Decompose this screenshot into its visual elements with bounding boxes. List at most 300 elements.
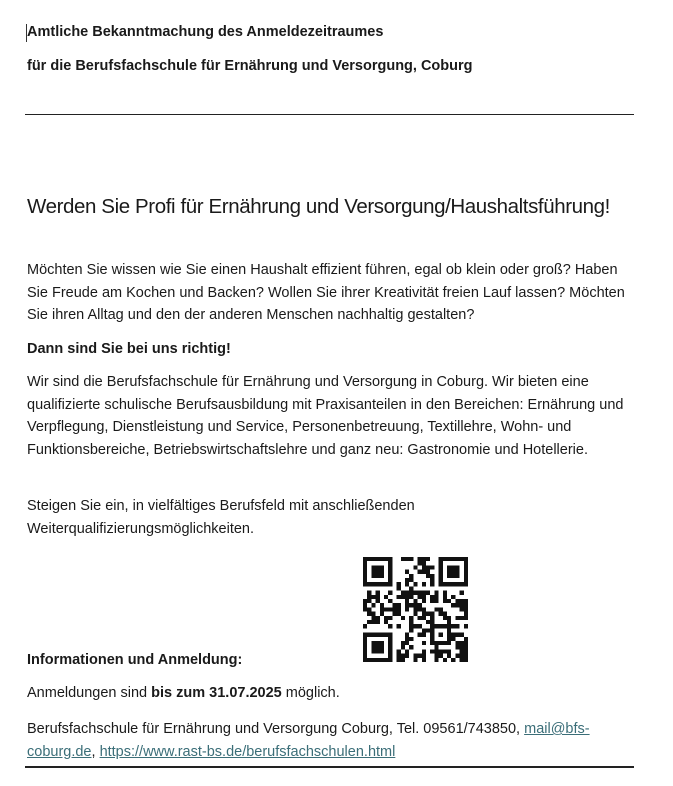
qr-module — [397, 624, 401, 628]
qr-module — [422, 633, 426, 637]
qr-module — [413, 591, 417, 595]
qr-module — [376, 633, 380, 637]
qr-module — [464, 570, 468, 574]
qr-module — [434, 624, 438, 628]
qr-module — [401, 658, 405, 662]
qr-module — [439, 649, 443, 653]
deadline-prefix: Anmeldungen sind — [27, 685, 152, 701]
qr-module — [460, 607, 464, 611]
qr-module — [464, 603, 468, 607]
qr-module — [455, 570, 459, 574]
qr-module — [430, 616, 434, 620]
qr-module — [388, 624, 392, 628]
qr-module — [376, 570, 380, 574]
qr-module — [422, 628, 426, 632]
qr-module — [376, 595, 380, 599]
qr-module — [367, 620, 371, 624]
qr-module — [422, 607, 426, 611]
qr-module — [430, 612, 434, 616]
qr-module — [447, 654, 451, 658]
qr-module — [430, 599, 434, 603]
qr-module — [367, 658, 371, 662]
qr-module — [405, 603, 409, 607]
qr-module — [418, 603, 422, 607]
qr-module — [464, 637, 468, 641]
deadline-date: bis zum 31.07.2025 — [151, 685, 282, 701]
qr-module — [439, 565, 443, 569]
qr-module — [451, 624, 455, 628]
qr-module — [392, 612, 396, 616]
qr-module — [439, 654, 443, 658]
qr-module — [413, 654, 417, 658]
qr-module — [397, 658, 401, 662]
qr-module — [413, 582, 417, 586]
qr-module — [439, 557, 443, 561]
qr-module — [430, 641, 434, 645]
qr-module — [376, 565, 380, 569]
qr-module — [384, 633, 388, 637]
qr-module — [413, 658, 417, 662]
qr-module — [363, 637, 367, 641]
qr-module — [460, 654, 464, 658]
qr-module — [422, 616, 426, 620]
qr-module — [422, 654, 426, 658]
qr-module — [380, 633, 384, 637]
qr-module — [409, 624, 413, 628]
qr-module — [447, 570, 451, 574]
qr-module — [460, 582, 464, 586]
qr-module — [443, 599, 447, 603]
qr-module — [464, 641, 468, 645]
qr-module — [460, 616, 464, 620]
qr-module — [422, 641, 426, 645]
qr-module — [371, 570, 375, 574]
qr-module — [397, 654, 401, 658]
qr-module — [371, 603, 375, 607]
qr-module — [409, 557, 413, 561]
qr-module — [363, 654, 367, 658]
qr-module — [388, 658, 392, 662]
qr-module — [371, 645, 375, 649]
qr-module — [405, 649, 409, 653]
qr-module — [464, 612, 468, 616]
qr-module — [384, 658, 388, 662]
qr-module — [376, 616, 380, 620]
qr-module — [397, 582, 401, 586]
qr-module — [388, 633, 392, 637]
qr-module — [447, 565, 451, 569]
qr-module — [388, 616, 392, 620]
qr-module — [380, 658, 384, 662]
qr-module — [363, 599, 367, 603]
qr-module — [409, 616, 413, 620]
qr-module — [439, 574, 443, 578]
qr-module — [418, 557, 422, 561]
qr-module — [422, 582, 426, 586]
qr-module — [434, 595, 438, 599]
qr-module — [443, 612, 447, 616]
qr-module — [371, 633, 375, 637]
qr-module — [434, 645, 438, 649]
qr-module — [422, 565, 426, 569]
qr-module — [371, 641, 375, 645]
qr-module — [371, 565, 375, 569]
qr-module — [397, 595, 401, 599]
qr-module — [464, 599, 468, 603]
qr-module — [376, 599, 380, 603]
qr-module — [367, 599, 371, 603]
qr-module — [397, 607, 401, 611]
email-link[interactable]: mail@bfs-coburg.de — [27, 721, 590, 760]
qr-module — [371, 557, 375, 561]
career-paragraph: Steigen Sie ein, in vielfältiges Berufsfeld mit anschließenden Weiterqualifizierungsmöglichkeiten. — [27, 498, 415, 537]
qr-module — [426, 591, 430, 595]
qr-module — [447, 637, 451, 641]
deadline-suffix: möglich. — [281, 685, 340, 701]
qr-module — [418, 591, 422, 595]
top-divider — [25, 114, 634, 115]
qr-module — [409, 586, 413, 590]
qr-module — [363, 649, 367, 653]
qr-module — [405, 633, 409, 637]
qr-module — [363, 641, 367, 645]
qr-module — [371, 658, 375, 662]
qr-module — [418, 654, 422, 658]
qr-module — [439, 561, 443, 565]
qr-module — [371, 612, 375, 616]
qr-module — [363, 557, 367, 561]
qr-module — [451, 603, 455, 607]
qr-module — [409, 620, 413, 624]
qr-module — [384, 607, 388, 611]
qr-module — [430, 649, 434, 653]
qr-module — [405, 637, 409, 641]
qr-module — [384, 620, 388, 624]
qr-module — [401, 591, 405, 595]
qr-module — [371, 649, 375, 653]
qr-module — [363, 603, 367, 607]
qr-module — [409, 637, 413, 641]
qr-module — [418, 595, 422, 599]
qr-module — [380, 645, 384, 649]
qr-module — [376, 649, 380, 653]
qr-module — [434, 649, 438, 653]
qr-module — [430, 595, 434, 599]
qr-module — [464, 616, 468, 620]
qr-module — [413, 612, 417, 616]
qr-module — [363, 607, 367, 611]
qr-module — [430, 565, 434, 569]
qr-module — [409, 645, 413, 649]
qr-module — [384, 582, 388, 586]
qr-module — [430, 578, 434, 582]
qr-module — [388, 607, 392, 611]
qr-module — [388, 565, 392, 569]
qr-module — [443, 557, 447, 561]
qr-module — [388, 570, 392, 574]
qr-module — [455, 557, 459, 561]
qr-module — [443, 616, 447, 620]
qr-module — [447, 633, 451, 637]
qr-module — [401, 616, 405, 620]
qr-module — [455, 624, 459, 628]
qr-module — [397, 586, 401, 590]
qr-module — [388, 654, 392, 658]
qr-module — [455, 645, 459, 649]
qr-module — [451, 574, 455, 578]
qr-module — [371, 616, 375, 620]
qr-module — [447, 574, 451, 578]
qr-module — [409, 578, 413, 582]
intro-paragraph: Möchten Sie wissen wie Sie einen Haushalt effizient führen, egal ob klein oder groß? Haben Sie Freude am Kochen und Backen? Wollen Sie ihrer Kreativität freien Lauf lassen? Möchten Sie ihren Alltag und den der anderen Menschen nachhaltig gestalten? — [27, 262, 625, 323]
qr-module — [464, 658, 468, 662]
qr-module — [371, 595, 375, 599]
qr-module — [367, 557, 371, 561]
qr-module — [367, 633, 371, 637]
qr-module — [426, 620, 430, 624]
qr-module — [397, 649, 401, 653]
qr-module — [439, 641, 443, 645]
qr-module — [455, 603, 459, 607]
qr-module — [380, 570, 384, 574]
qr-module — [439, 633, 443, 637]
qr-module — [464, 645, 468, 649]
qr-module — [405, 607, 409, 611]
qr-module — [371, 574, 375, 578]
qr-module — [447, 599, 451, 603]
qr-module — [464, 624, 468, 628]
qr-module — [392, 603, 396, 607]
qr-module — [380, 582, 384, 586]
qr-module — [388, 578, 392, 582]
qr-module — [464, 578, 468, 582]
qr-module — [439, 578, 443, 582]
qr-module — [451, 633, 455, 637]
qr-module — [451, 565, 455, 569]
callout-paragraph: Dann sind Sie bei uns richtig! — [27, 341, 231, 357]
qr-module — [460, 633, 464, 637]
qr-module — [418, 570, 422, 574]
qr-module — [363, 565, 367, 569]
qr-module — [388, 645, 392, 649]
qr-module — [422, 591, 426, 595]
qr-module — [460, 641, 464, 645]
qr-module — [443, 582, 447, 586]
qr-module — [443, 658, 447, 662]
qr-module — [447, 649, 451, 653]
qr-module — [376, 658, 380, 662]
qr-module — [460, 645, 464, 649]
qr-module — [430, 624, 434, 628]
qr-module — [409, 574, 413, 578]
qr-module — [464, 565, 468, 569]
qr-module — [464, 607, 468, 611]
qr-module — [430, 637, 434, 641]
qr-module — [422, 612, 426, 616]
qr-code-icon[interactable] — [363, 557, 468, 662]
qr-module — [413, 565, 417, 569]
announcement-subtitle: für die Berufsfachschule für Ernährung und Versorgung, Coburg — [27, 58, 473, 74]
qr-module — [384, 595, 388, 599]
qr-module — [422, 570, 426, 574]
announcement-title: Amtliche Bekanntmachung des Anmeldezeitraumes — [27, 24, 384, 40]
qr-module — [464, 649, 468, 653]
qr-module — [460, 649, 464, 653]
qr-module — [422, 557, 426, 561]
qr-module — [460, 599, 464, 603]
qr-module — [413, 607, 417, 611]
qr-module — [376, 557, 380, 561]
qr-module — [464, 582, 468, 586]
qr-module — [430, 582, 434, 586]
qr-module — [455, 582, 459, 586]
qr-module — [380, 649, 384, 653]
qr-module — [388, 557, 392, 561]
qr-module — [405, 570, 409, 574]
qr-module — [405, 599, 409, 603]
qr-module — [460, 603, 464, 607]
qr-module — [405, 582, 409, 586]
qr-module — [439, 607, 443, 611]
qr-module — [388, 599, 392, 603]
qr-module — [413, 599, 417, 603]
qr-module — [451, 582, 455, 586]
qr-module — [455, 574, 459, 578]
qr-module — [430, 633, 434, 637]
qr-module — [363, 570, 367, 574]
website-link[interactable]: https://www.rast-bs.de/berufsfachschulen.html — [99, 743, 396, 760]
qr-module — [455, 641, 459, 645]
qr-module — [363, 645, 367, 649]
qr-module — [380, 612, 384, 616]
qr-module — [443, 595, 447, 599]
qr-module — [409, 628, 413, 632]
qr-module — [367, 582, 371, 586]
contact-text: Berufsfachschule für Ernährung und Versorgung Coburg, Tel. 09561/743850, — [27, 721, 525, 737]
qr-module — [371, 582, 375, 586]
qr-module — [451, 658, 455, 662]
qr-module — [455, 616, 459, 620]
qr-module — [363, 561, 367, 565]
qr-module — [388, 591, 392, 595]
qr-module — [367, 595, 371, 599]
qr-module — [363, 633, 367, 637]
qr-module — [460, 557, 464, 561]
qr-module — [439, 570, 443, 574]
qr-module — [401, 595, 405, 599]
qr-module — [460, 591, 464, 595]
qr-module — [380, 574, 384, 578]
qr-module — [447, 641, 451, 645]
qr-module — [409, 603, 413, 607]
qr-module — [460, 658, 464, 662]
qr-module — [401, 641, 405, 645]
qr-module — [443, 624, 447, 628]
qr-module — [376, 574, 380, 578]
registration-deadline — [27, 685, 340, 701]
qr-module — [434, 599, 438, 603]
qr-module — [451, 595, 455, 599]
qr-module — [430, 628, 434, 632]
qr-module — [367, 591, 371, 595]
qr-module — [376, 641, 380, 645]
qr-module — [405, 641, 409, 645]
qr-module — [405, 591, 409, 595]
qr-module — [418, 561, 422, 565]
qr-module — [418, 616, 422, 620]
qr-module — [464, 574, 468, 578]
qr-module — [376, 620, 380, 624]
qr-module — [447, 624, 451, 628]
qr-module — [363, 578, 367, 582]
headline: Werden Sie Profi für Ernährung und Versorgung/Haushaltsführung! — [27, 195, 610, 218]
qr-module — [388, 641, 392, 645]
qr-module — [384, 557, 388, 561]
link-separator: , — [91, 743, 100, 760]
qr-module — [422, 658, 426, 662]
contact-info — [27, 718, 632, 763]
qr-module — [401, 645, 405, 649]
qr-module — [418, 624, 422, 628]
qr-module — [434, 658, 438, 662]
qr-module — [439, 624, 443, 628]
school-paragraph: Wir sind die Berufsfachschule für Ernährung und Versorgung in Coburg. Wir bieten eine qualifizierte schulische Berufsausbildung mit Praxisanteilen in den Bereichen: Ernährung und Verpflegung, Dienstleistung und Service, Personenbetreuung, Textillehre, Wohn- und Funktionsbereiche, Betriebswirtschaftslehre und ganz neu: Gastronomie und Hotellerie. — [27, 374, 624, 458]
qr-module — [443, 591, 447, 595]
qr-module — [464, 561, 468, 565]
qr-module — [447, 628, 451, 632]
qr-module — [430, 574, 434, 578]
qr-module — [451, 637, 455, 641]
qr-module — [363, 574, 367, 578]
qr-module — [388, 649, 392, 653]
qr-module — [422, 599, 426, 603]
qr-module — [397, 603, 401, 607]
qr-module — [376, 645, 380, 649]
qr-module — [418, 633, 422, 637]
qr-module — [426, 628, 430, 632]
qr-module — [380, 607, 384, 611]
qr-module — [443, 641, 447, 645]
qr-module — [380, 557, 384, 561]
qr-module — [363, 624, 367, 628]
qr-module — [426, 557, 430, 561]
qr-module — [455, 633, 459, 637]
qr-module — [422, 595, 426, 599]
qr-module — [397, 612, 401, 616]
qr-module — [401, 654, 405, 658]
qr-module — [401, 557, 405, 561]
qr-module — [376, 591, 380, 595]
qr-module — [409, 591, 413, 595]
qr-module — [439, 612, 443, 616]
bottom-divider — [25, 766, 634, 768]
qr-module — [426, 574, 430, 578]
qr-module — [380, 565, 384, 569]
qr-module — [464, 557, 468, 561]
qr-module — [413, 603, 417, 607]
qr-module — [451, 570, 455, 574]
qr-module — [363, 658, 367, 662]
qr-module — [363, 582, 367, 586]
info-heading: Informationen und Anmeldung: — [27, 652, 243, 668]
qr-module — [455, 654, 459, 658]
qr-module — [422, 649, 426, 653]
qr-module — [388, 582, 392, 586]
qr-module — [434, 607, 438, 611]
qr-module — [405, 654, 409, 658]
qr-module — [426, 612, 430, 616]
qr-module — [371, 620, 375, 624]
